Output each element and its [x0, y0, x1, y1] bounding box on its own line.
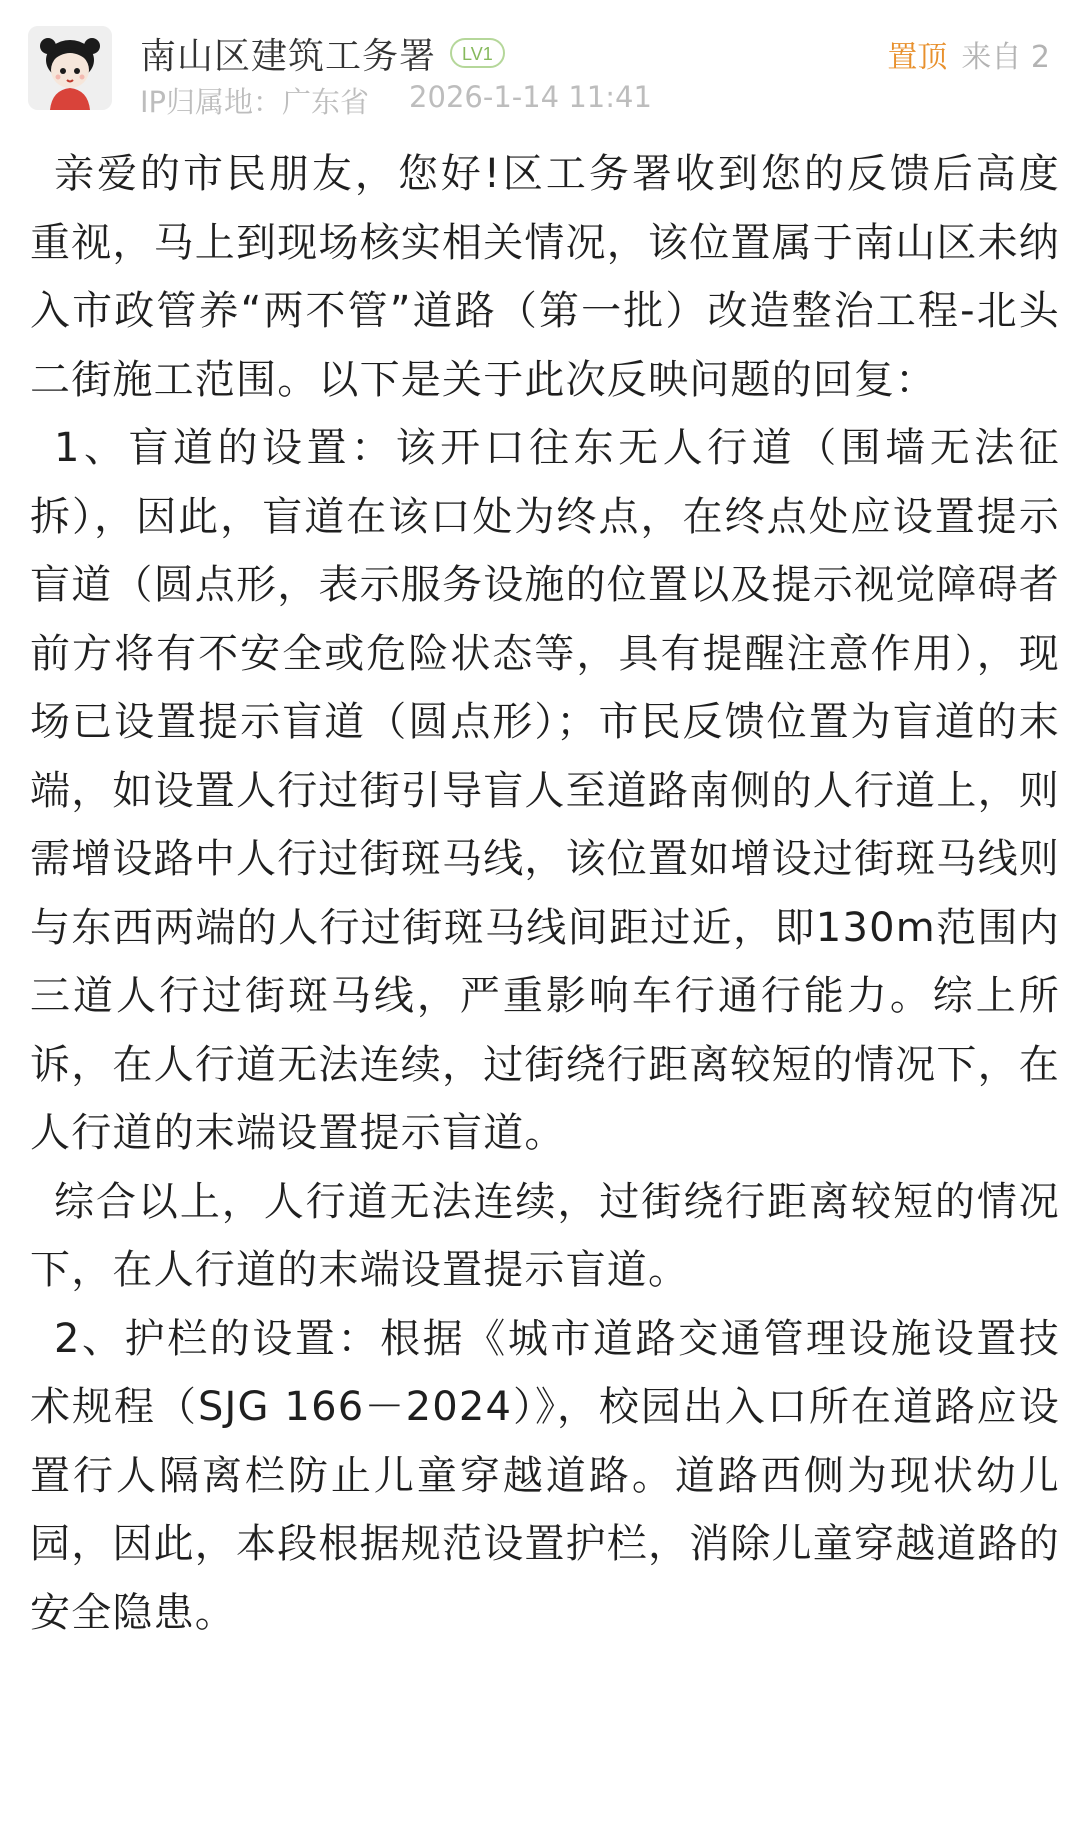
post-paragraph: 综合以上，人行道无法连续，过街绕行距离较短的情况下，在人行道的末端设置提示盲道。: [30, 1178, 1060, 1293]
post-paragraph: 2、护栏的设置：根据《城市道路交通管理设施设置技术规程（SJG 166－2024）》，校园出入口所在道路应设置行人隔离栏防止儿童穿越道路。道路西侧为现状幼儿园，因此，本段根据规范设置护栏，消除儿童穿越道路的安全隐患。: [30, 1315, 1060, 1636]
post-paragraph: 1、盲道的设置：该开口往东无人行道（围墙无法征拆），因此，盲道在该口处为终点，在终点处应设置提示盲道（圆点形，表示服务设施的位置以及提示视觉障碍者前方将有不安全或危险状态等，具有提醒注意作用），现场已设置提示盲道（圆点形）；市民反馈位置为盲道的末端，如设置人行过街引导盲人至道路南侧的人行道上，则需增设路中人行过街斑马线，该位置如增设过街斑马线则与东西两端的人行过街斑马线间距过近，即130m范围内三道人行过街斑马线，严重影响车行通行能力。综上所诉，在人行道无法连续，过街绕行距离较短的情况下，在人行道的末端设置提示盲道。: [30, 425, 1060, 1156]
post-paragraph: 亲爱的市民朋友，您好!区工务署收到您的反馈后高度重视，马上到现场核实相关情况，该位置属于南山区未纳入市政管养“两不管”道路（第一批）改造整治工程-北头二街施工范围。以下是关于此次反映问题的回复：: [30, 151, 1060, 403]
post-top-right: [887, 32, 1050, 76]
avatar-illustration-icon: [28, 26, 112, 110]
author-avatar[interactable]: [28, 26, 112, 110]
ip-location: IP归属地：广东省: [140, 85, 370, 119]
author-name[interactable]: 南山区建筑工务署: [140, 35, 437, 77]
author-name-row: [140, 28, 505, 78]
pinned-tag: 置顶: [887, 40, 948, 75]
post-body: [30, 140, 1060, 1647]
level-badge: LV1: [450, 38, 505, 68]
post-header: [0, 0, 1080, 130]
post-meta: [140, 80, 652, 121]
source-text: 来自 2: [961, 40, 1050, 75]
post-timestamp: 2026-1-14 11:41: [409, 80, 652, 114]
